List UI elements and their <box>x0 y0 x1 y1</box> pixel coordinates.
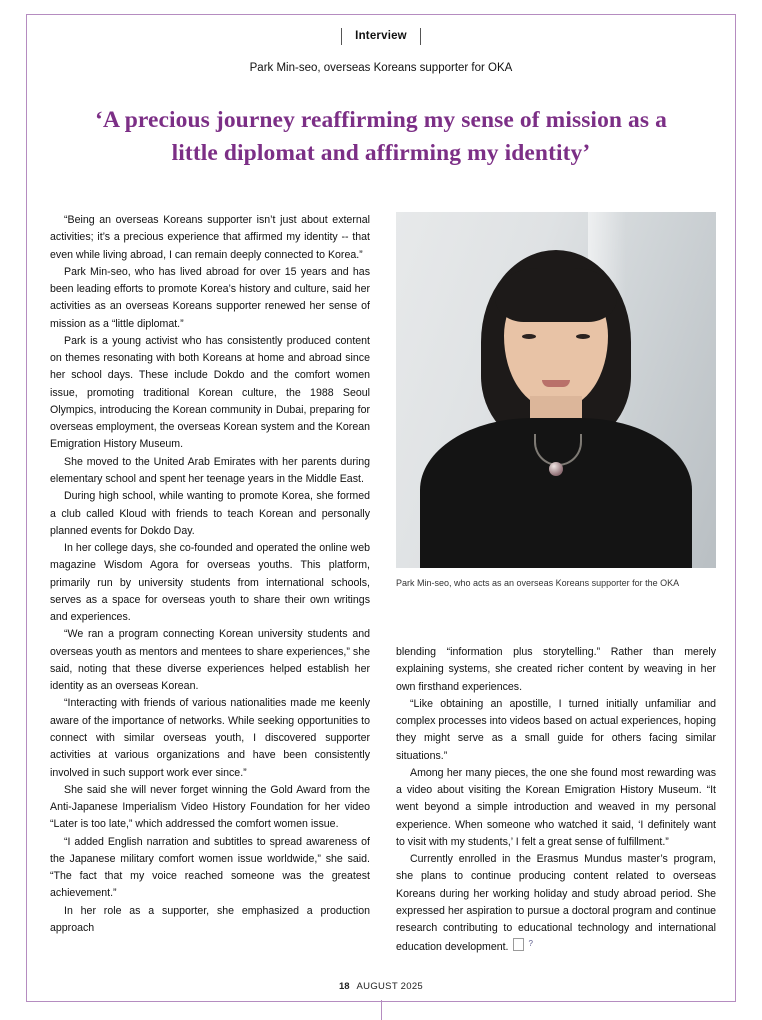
right-column <box>396 212 716 956</box>
page-content <box>42 26 720 991</box>
paragraph: “We ran a program connecting Korean university students and overseas youth as mentors and mentees to share experiences,” she said, noting that these diverse experiences helped establish her identity as an overseas Korean. <box>50 628 370 693</box>
footer-center-tick <box>381 1000 382 1020</box>
paragraph: During high school, while wanting to promote Korea, she formed a club called Kloud with friends to teach Korean and personally planned events for Dokdo Day. <box>50 490 370 537</box>
paragraph: She said she will never forget winning the Gold Award from the Anti-Japanese Imperialism Video History Foundation for her video “Later is too late,” which addressed the comfort women issue. <box>50 783 370 831</box>
paragraph: “Being an overseas Koreans supporter isn’t just about external activities; it’s a precious experience that affirmed my identity -- that even while living abroad, I can remain deeply connected to Korea.” <box>50 214 370 261</box>
section-kicker-wrapper <box>42 26 720 52</box>
paragraph: “Like obtaining an apostille, I turned initially unfamiliar and complex processes into videos based on actual experiences, hoping they might serve as a small guide for others facing similar situations.” <box>396 697 716 762</box>
paragraph: Park Min-seo, who has lived abroad for over 15 years and has been leading efforts to promote Korea’s history and culture, said her activities as an overseas Koreans supporter renewed her sense of mission as a “little diplomat.” <box>50 265 370 330</box>
photo-caption: Park Min-seo, who acts as an overseas Koreans supporter for the OKA <box>396 578 680 588</box>
paragraph: “Interacting with friends of various nationalities made me keenly aware of the importance of networks. While seeking opportunities to connect with similar overseas youth, I discovered supporter activities at various organizations and have been consistently involved in such support work ever since.” <box>50 697 370 779</box>
paragraph: She moved to the United Arab Emirates with her parents during elementary school and spent her teenage years in the Middle East. <box>50 455 370 485</box>
article-headline: ‘A precious journey reaffirming my sense of mission as a little diplomat and affirming my identity’ <box>95 107 667 167</box>
paragraph: In her college days, she co-founded and operated the online web magazine Wisdom Agora for overseas youths. This platform, primarily run by university students from international schools, serves as a space for overseas youth to share their own writings and experiences. <box>50 542 370 624</box>
section-kicker: Interview <box>341 28 421 45</box>
paragraph: blending “information plus storytelling.” Rather than merely explaining systems, she created richer content by weaving in her own firsthand experiences. <box>396 646 716 693</box>
page-number: 18 <box>338 981 350 992</box>
paragraph: Park is a young activist who has consistently produced content on themes resonating with both Koreans at home and abroad since her school days. These include Dokdo and the comfort women issue, promoting traditional Korean culture, the 1988 Seoul Olympics, introducing the Korean community in Dubai, preparing for overseas employment, the overseas Korean system and the Korean Emigration History Museum. <box>50 334 370 451</box>
end-mark-icon <box>513 938 524 951</box>
paragraph: “I added English narration and subtitles to spread awareness of the Japanese military comfort women issue worldwide,” she said. “The fact that my voice reached someone was the greatest achievement.” <box>50 835 370 900</box>
paragraph: Among her many pieces, the one she found most rewarding was a video about visiting the Korean Emigration History Museum. “It went beyond a simple introduction and weaved in my personal experience. When someone who watched it said, ‘I definitely want to visit with my students,’ I felt a great sense of fulfillment.” <box>396 766 716 848</box>
paragraph-final <box>396 851 716 956</box>
paragraph-text: Currently enrolled in the Erasmus Mundus master’s program, she plans to continue producing content related to overseas Koreans during her working holiday and study abroad period. She expressed her aspiration to pursue a doctoral program and continue research contributing to educational technology and international education development. <box>396 853 716 953</box>
left-column <box>50 212 370 937</box>
right-column-text <box>396 644 716 956</box>
issue-label: AUGUST 2025 <box>356 981 424 992</box>
article-subkicker: Park Min-seo, overseas Koreans supporter for OKA <box>249 62 513 74</box>
paragraph: In her role as a supporter, she emphasized a production approach <box>50 904 370 934</box>
page-footer <box>0 981 762 992</box>
